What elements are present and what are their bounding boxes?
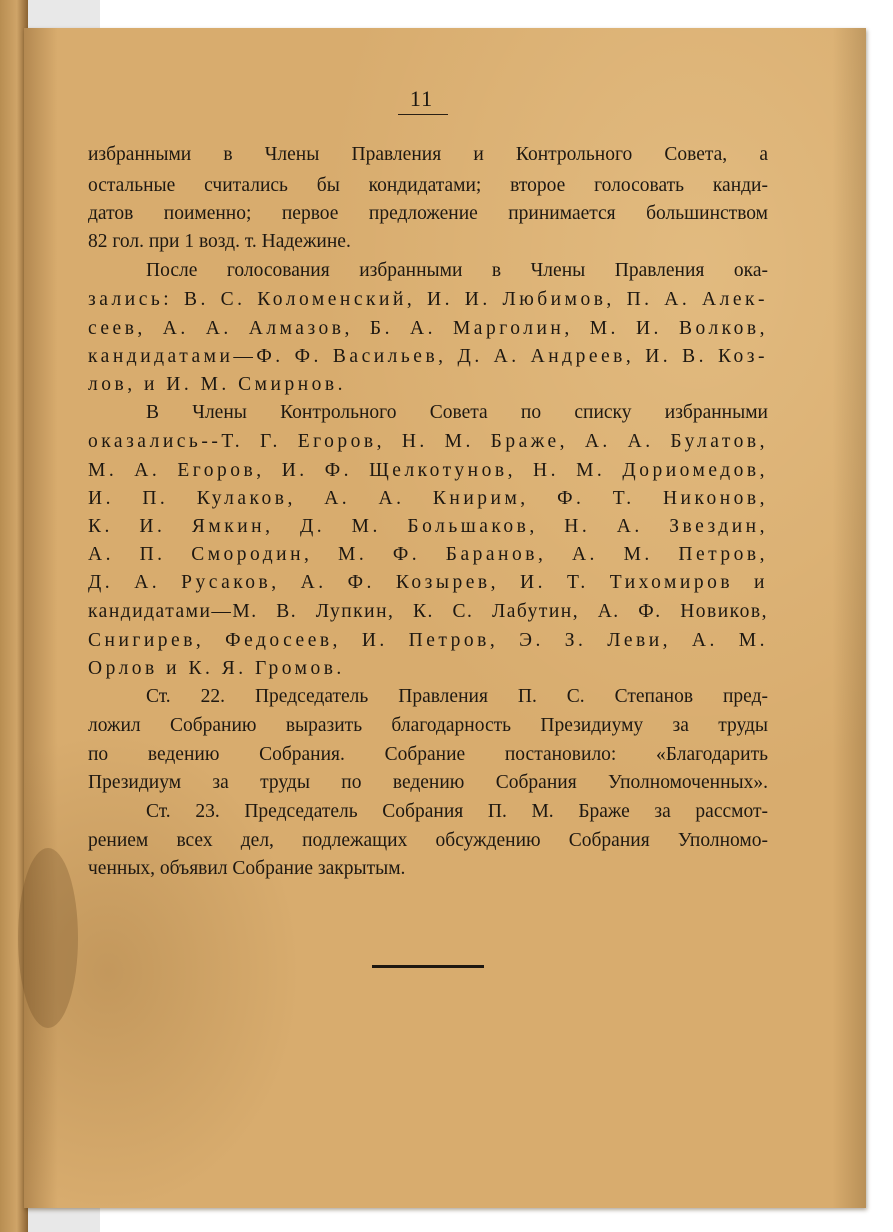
text-line: Орлов и К. Я. Громов. (88, 658, 345, 679)
text-line: сеев, А. А. Алмазов, Б. А. Марголин, М. И. Волков, (88, 318, 768, 339)
text-line: В Члены Контрольного Совета по списку избранными (146, 402, 768, 423)
page-number-rule (398, 114, 448, 115)
text-line: 82 гол. при 1 возд. т. Надежине. (88, 231, 351, 252)
text-line: рением всех дел, подлежащих обсуждению Собрания Уполномо- (88, 830, 768, 851)
text-line: зались: В. С. Коломенский, И. И. Любимов, П. А. Алек- (88, 289, 768, 310)
text-line: оказались--Т. Г. Егоров, Н. М. Браже, А. А. Булатов, (88, 431, 768, 452)
text-line: Ст. 23. Председатель Собрания П. М. Браже за рассмот- (146, 801, 768, 822)
text-line: Снигирев, Федосеев, И. Петров, Э. З. Леви, А. М. (88, 630, 768, 651)
text-line: по ведению Собрания. Собрание постановило: «Благодарить (88, 744, 768, 765)
text-line: кандидатами—Ф. Ф. Васильев, Д. А. Андреев, И. В. Коз- (88, 346, 768, 367)
text-line: ченных, объявил Собрание закрытым. (88, 858, 406, 879)
text-line: К. И. Ямкин, Д. М. Большаков, Н. А. Звездин, (88, 516, 768, 537)
text-line: И. П. Кулаков, А. А. Книрим, Ф. Т. Никонов, (88, 488, 768, 509)
text-line: лов, и И. М. Смирнов. (88, 374, 346, 395)
text-line: датов поименно; первое предложение принимается большинством (88, 203, 768, 224)
text-line: Ст. 22. Председатель Правления П. С. Степанов пред- (146, 686, 768, 707)
text-line: остальные считались бы кондидатами; второе голосовать канди- (88, 175, 768, 196)
text-line: Д. А. Русаков, А. Ф. Козырев, И. Т. Тихомиров и (88, 572, 768, 593)
text-line: М. А. Егоров, И. Ф. Щелкотунов, Н. М. Дориомедов, (88, 460, 768, 481)
text-line: Президиум за труды по ведению Собрания Уполномоченных». (88, 772, 768, 793)
page-stain (18, 848, 78, 1028)
page-number: 11 (409, 86, 434, 111)
text-line: А. П. Смородин, М. Ф. Баранов, А. М. Петров, (88, 544, 768, 565)
text-line: избранными в Члены Правления и Контрольного Совета, а (88, 144, 768, 165)
end-rule (372, 965, 484, 968)
text-line: кандидатами—М. В. Лупкин, К. С. Лабутин, А. Ф. Новиков, (88, 601, 768, 622)
text-line: ложил Собранию выразить благодарность Президиуму за труды (88, 715, 768, 736)
text-line: После голосования избранными в Члены Правления ока- (146, 260, 768, 281)
